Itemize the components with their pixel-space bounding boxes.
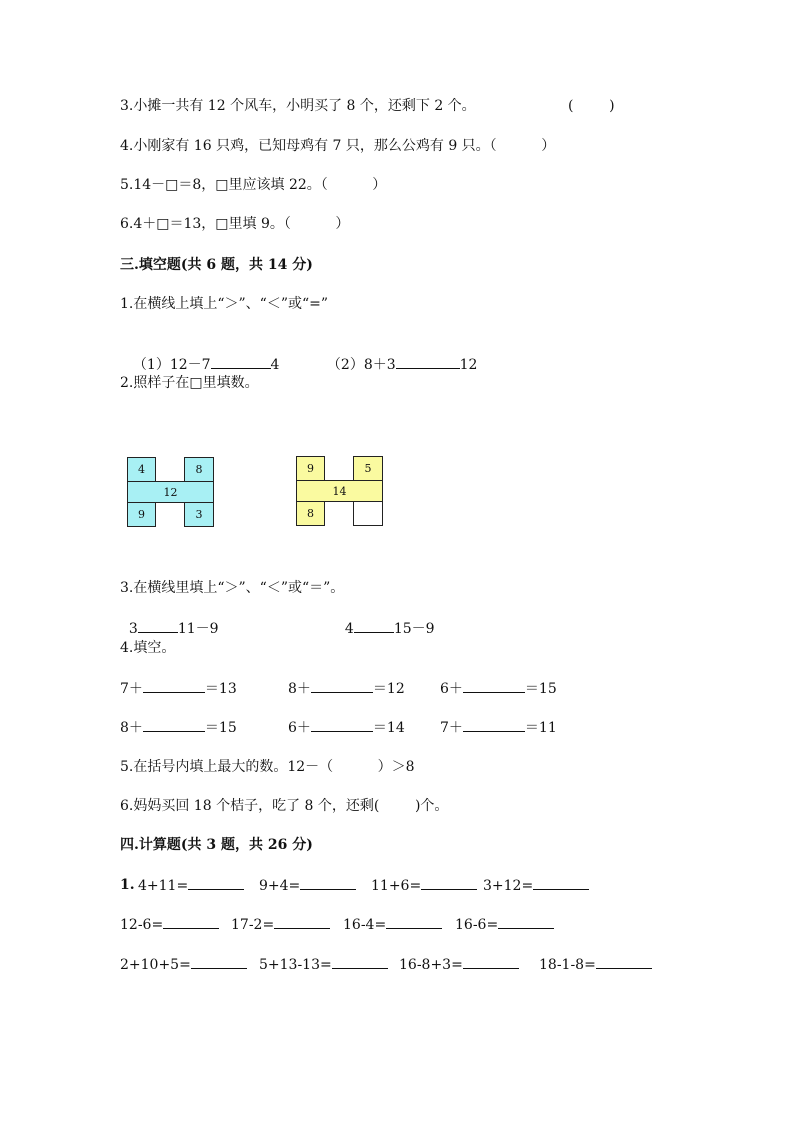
section-title-fill-blanks: 三.填空题(共 6 题，共 14 分) [120, 257, 313, 273]
fill-item [288, 717, 405, 738]
calc-answer-blank[interactable] [596, 954, 652, 969]
calc-answer-blank[interactable] [421, 875, 477, 890]
fill-item-suffix: ＝14 [372, 720, 405, 736]
fill-item-prefix: 8＋ [120, 720, 143, 736]
q1b-suffix: 12 [459, 357, 478, 373]
fill-item-suffix: ＝15 [204, 720, 237, 736]
fig1-middle: 12 [127, 481, 214, 503]
calc-answer-blank[interactable] [188, 875, 244, 890]
q1b-prefix: （2）8＋3 [326, 357, 396, 373]
fill-item [288, 678, 405, 699]
calc-answer-blank[interactable] [300, 875, 356, 890]
fill-item-suffix: ＝13 [204, 681, 237, 697]
calc-item [399, 954, 519, 975]
calc-expression: 17-2= [231, 917, 275, 933]
calc-item [231, 914, 330, 935]
calc-answer-blank[interactable] [533, 875, 589, 890]
fill-item-prefix: 8＋ [288, 681, 311, 697]
calc-expression: 18-1-8= [539, 957, 596, 973]
fill-item-prefix: 7＋ [120, 681, 143, 697]
section-title-calculation: 四.计算题(共 3 题，共 26 分) [120, 837, 313, 853]
fill-item-blank[interactable] [463, 717, 525, 732]
fill-item-suffix: ＝11 [524, 720, 557, 736]
fig2-top-left: 9 [296, 456, 325, 481]
fig1-top-right: 8 [184, 457, 214, 482]
fill-q3-part-b [336, 598, 435, 639]
q1a-suffix: 4 [270, 357, 280, 373]
calc-answer-blank[interactable] [163, 914, 219, 929]
fill-item [120, 717, 237, 738]
calc-item [259, 954, 388, 975]
answer-paren-3[interactable]: ( ) [568, 98, 615, 114]
q3b-suffix: 15－9 [393, 621, 435, 637]
judge-question-6: 6.4＋□＝13，□里填 9。（ ） [120, 216, 350, 232]
calc-expression: 16-6= [455, 917, 499, 933]
judge-question-4: 4.小刚家有 16 只鸡，已知母鸡有 7 只，那么公鸡有 9 只。（ ） [120, 138, 556, 154]
fill-question-2: 2.照样子在□里填数。 [120, 375, 259, 391]
calc-answer-blank[interactable] [386, 914, 442, 929]
calc-answer-blank[interactable] [332, 954, 388, 969]
fill-item [440, 717, 557, 738]
fill-q1-part-a [124, 334, 279, 375]
calc-expression: 4+11= [138, 878, 189, 894]
fill-question-4: 4.填空。 [120, 640, 176, 656]
calc-expression: 16-8+3= [399, 957, 463, 973]
fill-item-blank[interactable] [463, 678, 525, 693]
fill-item-prefix: 6＋ [440, 681, 463, 697]
fill-question-6: 6.妈妈买回 18 个桔子，吃了 8 个，还剩( )个。 [120, 798, 449, 814]
calc-item [259, 875, 356, 896]
calc-item [371, 875, 477, 896]
q1a-answer-blank[interactable] [211, 354, 271, 369]
fill-item-blank[interactable] [143, 678, 205, 693]
fig2-bottom-right-answer-box[interactable] [353, 501, 383, 526]
fill-item-prefix: 7＋ [440, 720, 463, 736]
calc-item [120, 914, 219, 935]
fill-item-prefix: 6＋ [288, 720, 311, 736]
fig1-bottom-right: 3 [184, 502, 214, 527]
calc-answer-blank[interactable] [463, 954, 519, 969]
calc-expression: 5+13-13= [259, 957, 332, 973]
calc-expression: 9+4= [259, 878, 301, 894]
calc-expression: 3+12= [483, 878, 534, 894]
fill-item-blank[interactable] [311, 717, 373, 732]
q3b-prefix: 4 [344, 621, 354, 637]
calc-item [138, 875, 244, 896]
fig2-bottom-left: 8 [296, 501, 325, 526]
calc-expression: 11+6= [371, 878, 422, 894]
fill-item-blank[interactable] [311, 678, 373, 693]
fig1-top-left: 4 [127, 457, 156, 482]
calc-answer-blank[interactable] [498, 914, 554, 929]
calc-expression: 12-6= [120, 917, 164, 933]
fill-item-blank[interactable] [143, 717, 205, 732]
fill-question-1: 1.在横线上填上“＞”、“＜”或“=” [120, 296, 329, 312]
calc-question-number: 1. [120, 877, 135, 893]
judge-question-3: 3.小摊一共有 12 个风车，小明买了 8 个，还剩下 2 个。 [120, 98, 476, 114]
q3a-prefix: 3 [128, 621, 138, 637]
fill-q3-part-a [120, 598, 219, 639]
calc-answer-blank[interactable] [191, 954, 247, 969]
fill-item [440, 678, 557, 699]
calc-expression: 2+10+5= [120, 957, 191, 973]
fill-question-3: 3.在横线里填上“＞”、“＜”或“＝”。 [120, 580, 345, 596]
fill-q1-part-b [318, 334, 477, 375]
fill-item [120, 678, 237, 699]
calc-item [455, 914, 554, 935]
calc-answer-blank[interactable] [274, 914, 330, 929]
q3a-answer-blank[interactable] [138, 618, 178, 633]
fill-question-5: 5.在括号内填上最大的数。12－（ ）＞8 [120, 759, 415, 775]
calc-item [343, 914, 442, 935]
fill-item-suffix: ＝15 [524, 681, 557, 697]
fig2-middle: 14 [296, 480, 383, 502]
calc-item [539, 954, 652, 975]
fill-item-suffix: ＝12 [372, 681, 405, 697]
q1a-prefix: （1）12－7 [132, 357, 211, 373]
q1b-answer-blank[interactable] [396, 354, 460, 369]
calc-expression: 16-4= [343, 917, 387, 933]
calc-item [483, 875, 589, 896]
fig2-top-right: 5 [353, 456, 383, 481]
q3a-suffix: 11－9 [177, 621, 219, 637]
fig1-bottom-left: 9 [127, 502, 156, 527]
judge-question-5: 5.14－□＝8，□里应该填 22。（ ） [120, 177, 387, 193]
q3b-answer-blank[interactable] [354, 618, 394, 633]
calc-item [120, 954, 247, 975]
